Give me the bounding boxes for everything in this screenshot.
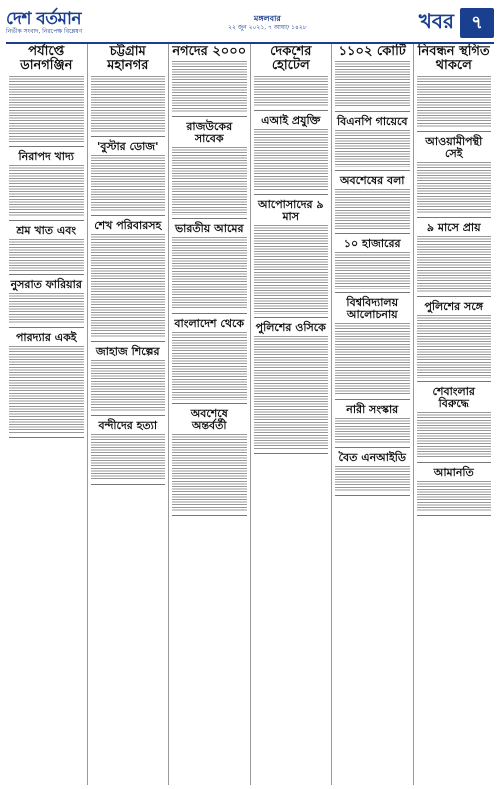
news-story	[91, 346, 166, 416]
story-divider	[172, 218, 247, 219]
story-headline: আওয়ামীপন্থী সেই	[425, 134, 483, 160]
story-divider	[91, 415, 166, 416]
story-body-text	[9, 239, 84, 270]
story-divider	[335, 495, 410, 496]
story-headline: নারী সংস্কার	[346, 402, 399, 416]
story-body-text	[254, 76, 329, 107]
page-number: ৭	[460, 8, 494, 38]
story-body-text	[172, 61, 247, 113]
story-body-text	[417, 162, 492, 214]
story-headline: পর্যাপ্তে ডানগঞ্জিন	[20, 44, 73, 74]
story-body-text	[172, 332, 247, 400]
story-body-text	[335, 61, 410, 108]
news-story	[417, 45, 492, 132]
story-divider	[91, 484, 166, 485]
story-divider	[417, 217, 492, 218]
news-story	[254, 322, 329, 454]
issue-date: ২২ জুন ২০২১, ৭ আষাঢ় ১৪২৮	[228, 24, 307, 31]
logo-tagline: নির্ভীক সংবাদ, নিরপেক্ষ বিশ্লেষণ	[6, 28, 83, 35]
story-headline: নুসরাত ফারিয়ার	[10, 277, 82, 291]
story-body-text	[254, 225, 329, 313]
news-story	[9, 151, 84, 221]
story-divider	[335, 233, 410, 234]
story-body-text	[254, 336, 329, 450]
news-story	[9, 45, 84, 147]
story-divider	[254, 194, 329, 195]
story-body-text	[417, 481, 492, 512]
news-story	[335, 297, 410, 400]
story-headline: বিএনপি গায়েবে	[337, 115, 408, 129]
story-body-text	[9, 76, 84, 144]
news-story	[417, 301, 492, 381]
story-divider	[9, 220, 84, 221]
logo	[6, 10, 116, 36]
story-headline: ৯ মাসে প্রায়	[426, 220, 481, 234]
story-divider	[9, 327, 84, 328]
news-story	[417, 222, 492, 297]
news-story	[335, 45, 410, 112]
story-divider	[172, 313, 247, 314]
story-body-text	[417, 76, 492, 128]
news-story	[91, 141, 166, 216]
section-name: খবর	[418, 8, 454, 33]
story-body-text	[335, 189, 410, 231]
news-story	[172, 121, 247, 219]
article-column	[88, 44, 170, 785]
article-columns	[6, 44, 494, 785]
story-divider	[417, 515, 492, 516]
news-story	[91, 420, 166, 485]
news-story	[335, 238, 410, 292]
news-story	[335, 452, 410, 496]
story-divider	[335, 170, 410, 171]
story-headline: পুলিশের ওসিকে	[255, 320, 326, 334]
story-body-text	[91, 360, 166, 412]
story-divider	[335, 447, 410, 448]
story-divider	[172, 403, 247, 404]
news-story	[335, 404, 410, 448]
story-body-text	[9, 165, 84, 217]
story-divider	[9, 437, 84, 438]
article-column	[332, 44, 414, 785]
story-divider	[9, 146, 84, 147]
story-divider	[91, 215, 166, 216]
story-divider	[9, 274, 84, 275]
news-story	[172, 223, 247, 314]
story-headline: অবশেষে অন্তর্বর্তী	[190, 406, 228, 432]
news-story	[335, 175, 410, 235]
story-body-text	[91, 234, 166, 338]
story-headline: নিবন্ধন স্থগিত থাকলে	[417, 44, 490, 74]
issue-meta	[116, 14, 419, 32]
story-body-text	[172, 434, 247, 512]
news-story	[172, 318, 247, 404]
story-headline: শেবাংলার বিরুদ্ধে	[432, 384, 475, 410]
story-body-text	[335, 252, 410, 288]
story-headline: ১১০২ কোটি	[338, 44, 406, 59]
story-headline: 'বুস্টার ডোজ'	[96, 139, 159, 153]
story-body-text	[91, 155, 166, 212]
story-headline: চট্টগ্রাম মহানগর	[107, 44, 149, 74]
story-body-text	[335, 418, 410, 444]
news-story	[254, 199, 329, 318]
story-headline: পারদ্যার একই	[15, 330, 77, 344]
story-headline: নগদের ২০০০	[172, 44, 247, 59]
story-body-text	[254, 129, 329, 191]
story-divider	[254, 317, 329, 318]
story-body-text	[172, 147, 247, 215]
news-story	[417, 136, 492, 218]
story-headline: বিশ্ববিদ্যালয় আলোচনায়	[346, 295, 399, 321]
story-divider	[417, 381, 492, 382]
story-body-text	[417, 236, 492, 293]
news-story	[417, 467, 492, 516]
news-story	[9, 279, 84, 328]
story-headline: অবশেষের বলা	[340, 173, 405, 187]
story-divider	[417, 462, 492, 463]
story-divider	[91, 136, 166, 137]
story-divider	[172, 515, 247, 516]
story-headline: রাজউকের সাবেক	[186, 120, 233, 146]
story-headline: ভারতীয় আমের	[174, 222, 244, 236]
story-divider	[254, 110, 329, 111]
story-divider	[335, 399, 410, 400]
story-headline: আমানতি	[433, 465, 474, 479]
story-body-text	[335, 130, 410, 166]
story-headline: আপোসাদের ৯ মাস	[257, 198, 324, 224]
story-body-text	[417, 315, 492, 377]
story-divider	[417, 131, 492, 132]
news-story	[172, 408, 247, 516]
article-column	[251, 44, 333, 785]
story-headline: শ্রম খাত এবং	[16, 224, 77, 238]
story-body-text	[335, 323, 410, 396]
story-divider	[417, 296, 492, 297]
news-story	[9, 332, 84, 438]
news-story	[9, 225, 84, 274]
article-column	[414, 44, 495, 785]
story-body-text	[9, 293, 84, 324]
article-column	[6, 44, 88, 785]
story-body-text	[91, 76, 166, 133]
news-story	[254, 45, 329, 111]
story-divider	[335, 292, 410, 293]
story-body-text	[9, 346, 84, 434]
story-body-text	[172, 237, 247, 310]
article-column	[169, 44, 251, 785]
story-body-text	[335, 466, 410, 492]
issue-day: মঙ্গলবার	[253, 14, 281, 23]
story-headline: শেখ পরিবারসহ	[94, 219, 162, 233]
story-headline: এআই প্রযুক্তি	[261, 113, 321, 127]
story-divider	[254, 453, 329, 454]
story-headline: বৈত এনআইডি	[338, 450, 406, 464]
section-label	[419, 7, 494, 40]
story-headline: ১০ হাজারের	[343, 237, 401, 251]
news-story	[91, 45, 166, 137]
news-story	[254, 115, 329, 195]
news-story	[417, 386, 492, 463]
news-story	[335, 116, 410, 170]
story-headline: পুলিশের সঙ্গে	[424, 300, 484, 314]
story-body-text	[417, 412, 492, 459]
logo-text: দেশ বর্তমান	[6, 9, 82, 29]
news-story	[91, 220, 166, 342]
story-headline: নিরাপদ খাদ্য	[18, 150, 74, 164]
story-headline: জাহাজ শিল্পের	[95, 345, 160, 359]
story-headline: বন্দীদের হত্যা	[98, 419, 158, 433]
story-body-text	[91, 434, 166, 481]
story-divider	[91, 341, 166, 342]
story-divider	[172, 116, 247, 117]
masthead	[6, 4, 494, 44]
story-divider	[335, 111, 410, 112]
news-story	[172, 45, 247, 117]
story-headline: দেকশের হোটেল	[270, 44, 312, 74]
story-headline: বাংলাদেশ থেকে	[174, 316, 245, 330]
